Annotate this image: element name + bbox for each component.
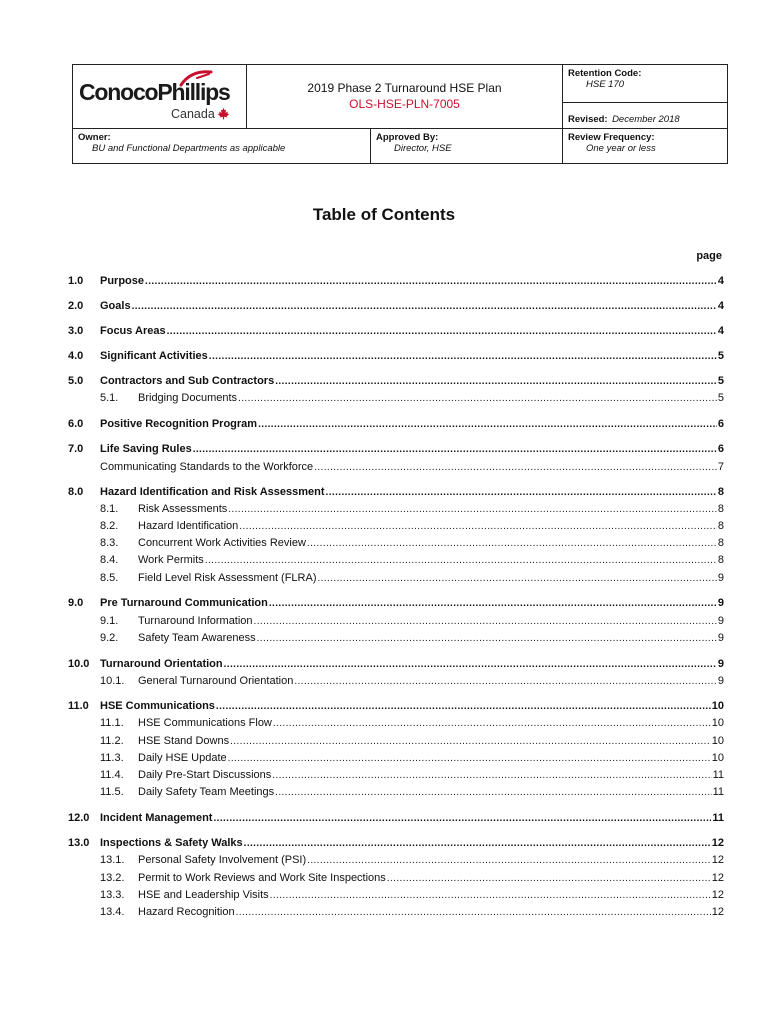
toc-entry-number: 11.0	[68, 700, 89, 712]
toc-entry-title: Daily Safety Team Meetings	[138, 786, 275, 798]
toc-entry-number: 11.3.	[100, 752, 124, 764]
toc-entry-number: 13.4.	[100, 906, 125, 918]
toc-entry-page: 12	[711, 906, 724, 918]
toc-entry[interactable]	[68, 629, 724, 645]
toc-entry-title: Inspections & Safety Walks	[100, 837, 243, 849]
toc-entry-number: 10.0	[68, 658, 90, 670]
toc-entry-number: 6.0	[68, 418, 84, 430]
toc-entry-number: 11.2.	[100, 735, 124, 747]
toc-entry-number: 8.1.	[100, 503, 119, 515]
document-code: OLS-HSE-PLN-7005	[349, 97, 460, 111]
toc-entry-number: 1.0	[68, 275, 84, 287]
toc-dot-leader	[230, 735, 711, 748]
toc-entry-title: Goals	[100, 300, 131, 312]
toc-entry-title: Permit to Work Reviews and Work Site Inspections	[138, 872, 386, 884]
toc-entry[interactable]	[68, 594, 724, 610]
toc-entry[interactable]	[68, 886, 724, 902]
toc-entry-number: 8.5.	[100, 572, 119, 584]
toc-entry-page: 6	[717, 418, 724, 430]
logo-cell	[73, 65, 247, 129]
toc-entry[interactable]	[68, 517, 724, 533]
toc-dot-leader	[273, 717, 711, 730]
approved-cell	[371, 129, 563, 163]
toc-entry[interactable]	[68, 458, 724, 474]
document-title: 2019 Phase 2 Turnaround HSE Plan	[307, 81, 502, 95]
toc-entry-title: HSE Communications	[100, 700, 215, 712]
toc-entry[interactable]	[68, 372, 724, 388]
toc-entry-page: 5	[717, 392, 724, 404]
toc-dot-leader	[270, 889, 711, 902]
toc-dot-leader	[213, 812, 711, 825]
owner-cell	[73, 129, 371, 163]
toc-entry-number: 8.4.	[100, 554, 119, 566]
toc-entry-title: Risk Assessments	[138, 503, 228, 515]
title-cell	[247, 65, 563, 129]
toc-entry-title: Hazard Identification	[138, 520, 239, 532]
toc-dot-leader	[307, 854, 711, 867]
toc-entry[interactable]	[68, 483, 724, 499]
toc-entry[interactable]	[68, 732, 724, 748]
toc-entry-number: 9.2.	[100, 632, 119, 644]
toc-entry[interactable]	[68, 569, 724, 585]
toc-entry-title: Pre Turnaround Communication	[100, 597, 268, 609]
toc-dot-leader	[275, 786, 711, 799]
toc-dot-leader	[307, 537, 717, 550]
toc-entry-number: 11.1.	[100, 717, 124, 729]
toc-entry-page: 6	[717, 443, 724, 455]
toc-entry-page: 4	[717, 325, 724, 337]
logo-wordmark: ConocoPhillips	[79, 79, 230, 105]
toc-entry-title: Work Permits	[138, 554, 204, 566]
toc-dot-leader	[387, 872, 711, 885]
logo-country: Canada	[171, 107, 215, 121]
toc-dot-leader	[205, 554, 717, 567]
toc-dot-leader	[326, 486, 717, 499]
toc-entry-number: 13.3.	[100, 889, 125, 901]
toc-entry[interactable]	[68, 297, 724, 313]
toc-entry-number: 2.0	[68, 300, 84, 312]
toc-entry-title: Incident Management	[100, 812, 213, 824]
toc-dot-leader	[167, 325, 717, 338]
document-header-table	[72, 64, 728, 164]
approved-value: Director, HSE	[394, 143, 452, 154]
toc-entry-title: Positive Recognition Program	[100, 418, 258, 430]
toc-entry-number: 4.0	[68, 350, 84, 362]
toc-entry[interactable]	[68, 869, 724, 885]
toc-entry-page: 9	[717, 615, 724, 627]
toc-title: Table of Contents	[312, 205, 456, 224]
owner-value: BU and Functional Departments as applicable	[92, 143, 286, 154]
toc-dot-leader	[228, 503, 717, 516]
toc-entry-number: 5.0	[68, 375, 84, 387]
toc-dot-leader	[228, 752, 711, 765]
toc-entry-page: 8	[717, 520, 724, 532]
toc-entry-title: HSE Communications Flow	[138, 717, 272, 729]
toc-dot-leader	[294, 675, 717, 688]
toc-entry-title: Turnaround Orientation	[100, 658, 223, 670]
toc-entry[interactable]	[68, 655, 724, 671]
toc-dot-leader	[239, 520, 717, 533]
toc-entry-title: Concurrent Work Activities Review	[138, 537, 306, 549]
toc-entry-page: 10	[711, 700, 724, 712]
toc-entry-page: 12	[711, 872, 724, 884]
review-frequency-value: One year or less	[586, 143, 656, 154]
toc-entry-page: 8	[717, 503, 724, 515]
toc-entry-title: HSE Stand Downs	[138, 735, 230, 747]
maple-leaf-icon	[217, 107, 230, 120]
toc-entry[interactable]	[68, 347, 724, 363]
toc-entry[interactable]	[68, 415, 724, 431]
review-frequency-label: Review Frequency:	[568, 132, 655, 143]
toc-entry-title: Hazard Recognition	[138, 906, 235, 918]
toc-entry-page: 10	[711, 752, 724, 764]
toc-entry-number: 8.0	[68, 486, 84, 498]
toc-entry-title: Life Saving Rules	[100, 443, 192, 455]
toc-entry-number: 10.1.	[100, 675, 125, 687]
toc-entry[interactable]	[68, 697, 724, 713]
toc-entry-page: 5	[717, 350, 724, 362]
toc-entry-title: Significant Activities	[100, 350, 208, 362]
toc-entry-number: 11.4.	[100, 769, 124, 781]
toc-dot-leader	[275, 375, 717, 388]
toc-entry[interactable]	[68, 809, 724, 825]
toc-entry[interactable]	[68, 534, 724, 550]
toc-dot-leader	[145, 275, 717, 288]
toc-entry[interactable]	[68, 612, 724, 628]
toc-entry[interactable]	[68, 903, 724, 919]
toc-entry[interactable]	[68, 500, 724, 516]
toc-entry[interactable]	[68, 714, 724, 730]
toc-dot-leader	[318, 572, 717, 585]
toc-dot-leader	[269, 597, 717, 610]
toc-entry-page: 9	[717, 632, 724, 644]
toc-dot-leader	[132, 300, 717, 313]
toc-entry-page: 10	[711, 717, 724, 729]
retention-cell	[563, 65, 727, 103]
toc-entry-page: 5	[717, 375, 724, 387]
toc-entry-number: 9.1.	[100, 615, 119, 627]
approved-label: Approved By:	[376, 132, 439, 143]
toc-entry-title: Daily HSE Update	[138, 752, 227, 764]
toc-entry[interactable]	[68, 766, 724, 782]
toc-entry-number: 7.0	[68, 443, 84, 455]
toc-entry-title: Communicating Standards to the Workforce	[100, 461, 314, 473]
toc-entry-title: General Turnaround Orientation	[138, 675, 294, 687]
toc-entry-title: Bridging Documents	[138, 392, 238, 404]
toc-entry-title: Field Level Risk Assessment (FLRA)	[138, 572, 317, 584]
toc-entry[interactable]	[68, 672, 724, 688]
toc-dot-leader	[209, 350, 717, 363]
toc-dot-leader	[257, 632, 717, 645]
toc-entry-page: 11	[712, 786, 724, 798]
owner-label: Owner:	[78, 132, 111, 143]
toc-entry[interactable]	[68, 322, 724, 338]
toc-entry-page: 8	[717, 537, 724, 549]
toc-dot-leader	[272, 769, 711, 782]
toc-entry-page: 9	[717, 572, 724, 584]
toc-entry-number: 13.2.	[100, 872, 125, 884]
toc-entry-page: 12	[711, 889, 724, 901]
toc-entry-page: 9	[717, 658, 724, 670]
toc-entry-number: 12.0	[68, 812, 90, 824]
toc-entry[interactable]	[68, 551, 724, 567]
toc-entry-page: 12	[711, 854, 724, 866]
toc-dot-leader	[238, 392, 717, 405]
toc-entry-title: Turnaround Information	[138, 615, 253, 627]
toc-entry-page: 9	[717, 597, 724, 609]
toc-dot-leader	[258, 418, 717, 431]
toc-entry-page: 8	[717, 554, 724, 566]
logo-swoosh-icon	[179, 69, 213, 87]
toc-entry-title: HSE and Leadership Visits	[138, 889, 269, 901]
toc-entry-number: 8.2.	[100, 520, 119, 532]
toc-entry[interactable]	[68, 851, 724, 867]
toc-entry-page: 11	[712, 769, 724, 781]
toc-entry-number: 3.0	[68, 325, 84, 337]
toc-entry-number: 11.5.	[100, 786, 124, 798]
toc-dot-leader	[224, 658, 717, 671]
toc-entry-number: 5.1.	[100, 392, 119, 404]
toc-entry[interactable]	[68, 389, 724, 405]
toc-entry-page: 8	[717, 486, 724, 498]
toc-entry-page: 12	[711, 837, 724, 849]
toc-dot-leader	[236, 906, 711, 919]
toc-entry-title: Purpose	[100, 275, 145, 287]
toc-entry-title: Focus Areas	[100, 325, 166, 337]
toc-entry-number: 13.0	[68, 837, 90, 849]
toc-entry-title: Personal Safety Involvement (PSI)	[138, 854, 307, 866]
revised-label: Revised:	[568, 114, 608, 125]
toc-entry-page: 10	[711, 735, 724, 747]
revised-value: December 2018	[612, 114, 680, 125]
toc-entry[interactable]	[68, 749, 724, 765]
retention-value: HSE 170	[586, 79, 625, 90]
toc-dot-leader	[244, 837, 711, 850]
toc-dot-leader	[216, 700, 711, 713]
toc-entry-number: 13.1.	[100, 854, 125, 866]
retention-label: Retention Code:	[568, 68, 642, 79]
review-frequency-cell	[563, 129, 727, 163]
toc-dot-leader	[314, 461, 717, 474]
toc-dot-leader	[193, 443, 717, 456]
toc-entry-page: 4	[717, 300, 724, 312]
toc-entry-title: Hazard Identification and Risk Assessment	[100, 486, 325, 498]
toc-entry-title: Safety Team Awareness	[138, 632, 256, 644]
toc-entry-page: 4	[717, 275, 724, 287]
toc-entry[interactable]	[68, 783, 724, 799]
page-column-label: page	[696, 250, 722, 262]
toc-entry[interactable]	[68, 272, 724, 288]
toc-entry-number: 8.3.	[100, 537, 119, 549]
toc-entry[interactable]	[68, 440, 724, 456]
toc-entry-page: 11	[712, 812, 724, 824]
toc-dot-leader	[254, 615, 717, 628]
revised-cell	[563, 103, 727, 129]
toc-entry-title: Contractors and Sub Contractors	[100, 375, 275, 387]
toc-entry-page: 9	[717, 675, 724, 687]
toc-entry-page: 7	[717, 461, 724, 473]
toc-entry[interactable]	[68, 834, 724, 850]
toc-entry-title: Daily Pre-Start Discussions	[138, 769, 272, 781]
toc-entry-number: 9.0	[68, 597, 84, 609]
